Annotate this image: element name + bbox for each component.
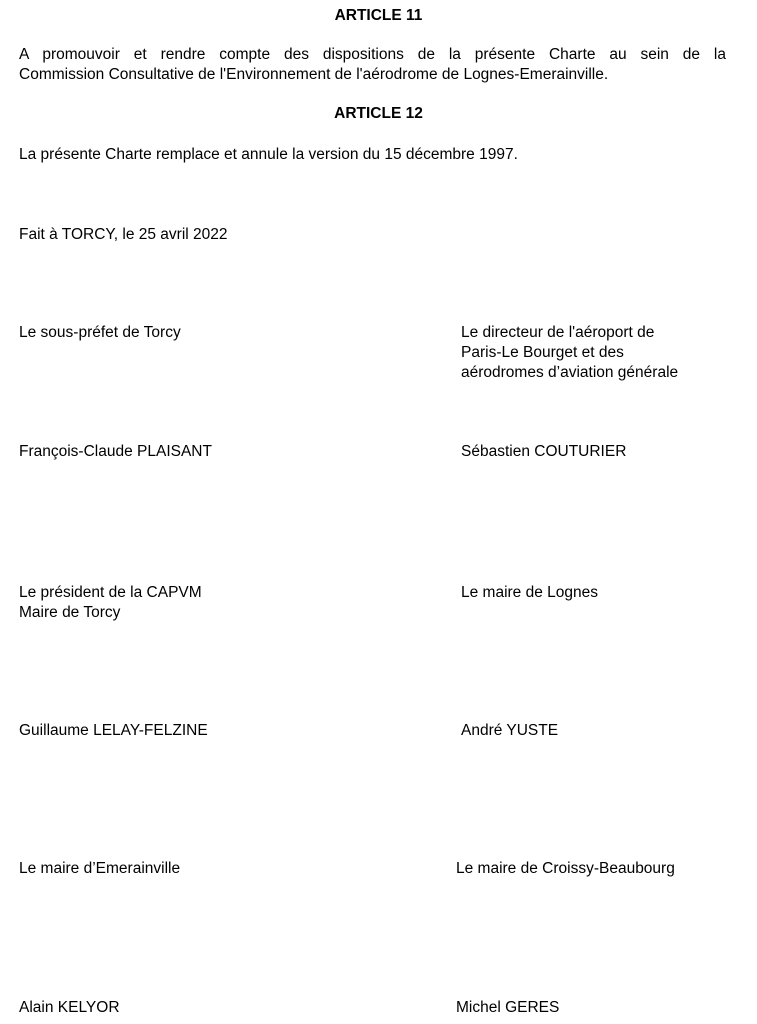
signatory-name: Michel GERES [456,999,560,1016]
signatory-title: Le maire de Lognes [461,584,599,601]
article-11-text-line-2: Commission Consultative de l'Environnement de l'aérodrome de Lognes-Emerainville. [19,66,609,83]
signatory-name: Alain KELYOR [19,999,120,1016]
signatory-name: Sébastien COUTURIER [461,443,627,460]
article-12-text: La présente Charte remplace et annule la version du 15 décembre 1997. [19,146,518,163]
signatory-title: Paris-Le Bourget et des [461,344,624,361]
signatory-title: Le sous-préfet de Torcy [19,324,181,341]
article-11-text-line-1: A promouvoir et rendre compte des dispositions de la présente Charte au sein de la [19,46,726,63]
signatory-name: André YUSTE [461,722,559,739]
signatory-name: François-Claude PLAISANT [19,443,212,460]
place-date: Fait à TORCY, le 25 avril 2022 [19,226,228,243]
signatory-title: Le maire d’Emerainville [19,860,181,877]
signatory-name: Guillaume LELAY-FELZINE [19,722,208,739]
article-11-heading: ARTICLE 11 [334,7,423,24]
signatory-title: Le président de la CAPVM [19,584,202,601]
signatory-title: Le directeur de l'aéroport de [461,324,655,341]
signatory-title: Le maire de Croissy-Beaubourg [456,860,675,877]
signatory-title: Maire de Torcy [19,604,121,621]
article-12-heading: ARTICLE 12 [334,105,423,122]
signatory-title: aérodromes d’aviation générale [461,364,679,381]
